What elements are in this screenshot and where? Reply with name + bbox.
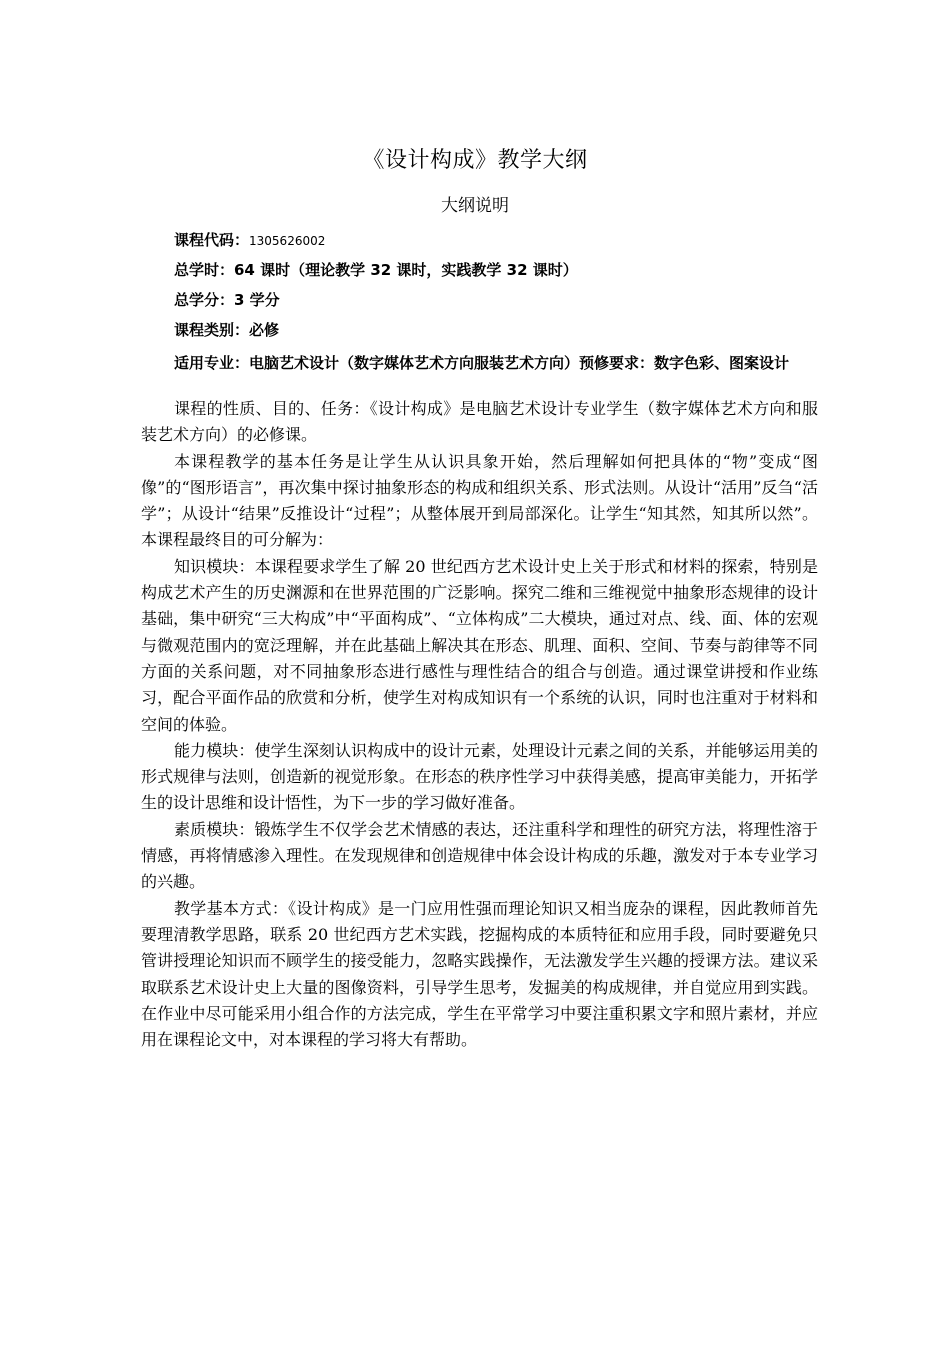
course-code-row: [174, 228, 824, 258]
applicable-major: 适用专业：电脑艺术设计（数字媒体艺术方向服装艺术方向）预修要求：数字色彩、图案设计: [174, 354, 790, 372]
document-subtitle: 大纲说明: [441, 196, 509, 216]
total-hours: 总学时：64 课时（理论教学 32 课时，实践教学 32 课时）: [174, 261, 578, 279]
paragraph-course-nature: 课程的性质、目的、任务：《设计构成》是电脑艺术设计专业学生（数字媒体艺术方向和服装艺术方向）的必修课。: [141, 399, 818, 445]
paragraph-basic-task: 本课程教学的基本任务是让学生从认识具象开始，然后理解如何把具体的“物”变成“图像”的“图形语言”，再次集中探讨抽象形态的构成和组织关系、形式法则。从设计“活用”反刍“活学”；从设计“结果”反推设计“过程”；从整体展开到局部深化。让学生“知其然，知其所以然”。本课程最终目的可分解为：: [141, 451, 818, 550]
paragraph-quality-module: 素质模块：锻炼学生不仅学会艺术情感的表达，还注重科学和理性的研究方法，将理性溶于情感，再将情感渗入理性。在发现规律和创造规律中体会设计构成的乐趣，激发对于本专业学习的兴趣。: [141, 819, 818, 892]
paragraph-knowledge-module: 知识模块：本课程要求学生了解 20 世纪西方艺术设计史上关于形式和材料的探索，特别是构成艺术产生的历史渊源和在世界范围的广泛影响。探究二维和三维视觉中抽象形态规律的设计基础，集中研究“三大构成”中“平面构成”、“立体构成”二大模块，通过对点、线、面、体的宏观与微观范围内的宽泛理解，并在此基础上解决其在形态、肌理、面积、空间、节奏与韵律等不同方面的关系问题，对不同抽象形态进行感性与理性结合的组合与创造。通过课堂讲授和作业练习，配合平面作品的欣赏和分析，使学生对构成知识有一个系统的认识，同时也注重对于材料和空间的体验。: [141, 556, 818, 734]
document-title: 《设计构成》教学大纲: [362, 148, 588, 173]
paragraph-ability-module: 能力模块：使学生深刻认识构成中的设计元素，处理设计元素之间的关系，并能够运用美的形式规律与法则，创造新的视觉形象。在形态的秩序性学习中获得美感，提高审美能力，开拓学生的设计思维和设计悟性，为下一步的学习做好准备。: [141, 740, 818, 813]
document-body: [141, 396, 818, 1053]
course-code-value: 1305626002: [249, 234, 326, 248]
course-code-label: 课程代码：: [174, 231, 250, 249]
course-meta: [174, 228, 824, 377]
credits: 总学分：3 学分: [174, 291, 280, 309]
course-category: 课程类别：必修: [174, 321, 280, 339]
paragraph-teaching-method: 教学基本方式：《设计构成》是一门应用性强而理论知识又相当庞杂的课程，因此教师首先要理清教学思路，联系 20 世纪西方艺术实践，挖掘构成的本质特征和应用手段，同时要避免只管讲授理论知识而不顾学生的接受能力，忽略实践操作，无法激发学生兴趣的授课方法。建议采取联系艺术设计史上大量的图像资料，引导学生思考，发掘美的构成规律，并自觉应用到实践。在作业中尽可能采用小组合作的方法完成，学生在平常学习中要注重积累文字和照片素材，并应用在课程论文中，对本课程的学习将大有帮助。: [141, 898, 818, 1050]
